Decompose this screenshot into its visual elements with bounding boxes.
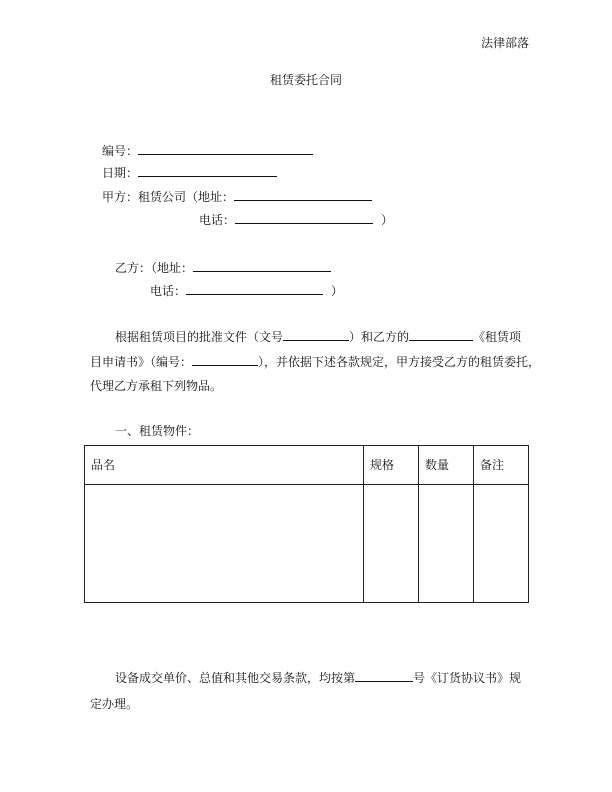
header-brand: 法律部落 bbox=[481, 36, 530, 50]
paragraph1-line3: 代理乙方承租下列物品。 bbox=[90, 379, 223, 393]
header-item-name: 品名 bbox=[85, 446, 364, 485]
order-number-blank[interactable] bbox=[355, 670, 413, 682]
party-a-phone-blank[interactable] bbox=[235, 212, 373, 224]
text: ）和乙方的 bbox=[349, 330, 410, 344]
date-blank[interactable] bbox=[138, 165, 277, 177]
text: 根据租赁项目的批准文件（文号 bbox=[115, 330, 284, 344]
text: 《租赁项 bbox=[473, 330, 522, 344]
header-remarks: 备注 bbox=[474, 446, 529, 485]
party-b-label: 乙方：（地址： bbox=[115, 261, 194, 275]
document-title: 租赁委托合同 bbox=[269, 73, 342, 87]
date-row bbox=[102, 165, 277, 180]
header-quantity: 数量 bbox=[419, 446, 474, 485]
header-spec: 规格 bbox=[364, 446, 419, 485]
text: 目申请书》（编号： bbox=[90, 355, 193, 369]
text: 设备成交单价、总值和其他交易条款，均按第 bbox=[115, 671, 356, 685]
party-b-phone-row bbox=[150, 283, 343, 298]
date-label: 日期： bbox=[102, 166, 139, 180]
party-b-blank[interactable] bbox=[409, 329, 473, 341]
party-a-address-blank[interactable] bbox=[234, 189, 372, 201]
items-table bbox=[84, 445, 529, 603]
close-paren: ） bbox=[381, 213, 394, 227]
party-b-phone-label: 电话： bbox=[150, 284, 187, 298]
application-number-blank[interactable] bbox=[192, 354, 258, 366]
party-b-row bbox=[115, 260, 331, 275]
party-a-label: 甲方：租赁公司（地址： bbox=[102, 190, 235, 204]
number-label: 编号： bbox=[102, 144, 139, 158]
number-row bbox=[102, 143, 313, 158]
cell-spec[interactable] bbox=[364, 485, 419, 603]
paragraph2-line1 bbox=[115, 670, 521, 685]
cell-quantity[interactable] bbox=[419, 485, 474, 603]
party-b-phone-blank[interactable] bbox=[186, 283, 323, 295]
text: ），并依据下述各款规定，甲方接受乙方的租赁委托， bbox=[258, 355, 541, 369]
paragraph1-line1 bbox=[115, 329, 521, 344]
section-heading: 一、租赁物件： bbox=[115, 424, 200, 438]
text: 号《订货协议书》规 bbox=[413, 671, 522, 685]
paragraph1-line2 bbox=[90, 354, 540, 369]
doc-number-blank[interactable] bbox=[283, 329, 349, 341]
table-row bbox=[85, 485, 529, 603]
paragraph2-line2: 定办理。 bbox=[90, 697, 139, 711]
number-blank[interactable] bbox=[138, 143, 313, 155]
party-a-row bbox=[102, 189, 372, 204]
party-b-address-blank[interactable] bbox=[193, 260, 331, 272]
cell-remarks[interactable] bbox=[474, 485, 529, 603]
cell-item-name[interactable] bbox=[85, 485, 364, 603]
table-header-row bbox=[85, 446, 529, 485]
party-a-phone-label: 电话： bbox=[199, 213, 236, 227]
close-paren: ） bbox=[331, 284, 344, 298]
party-a-phone-row bbox=[199, 212, 393, 227]
